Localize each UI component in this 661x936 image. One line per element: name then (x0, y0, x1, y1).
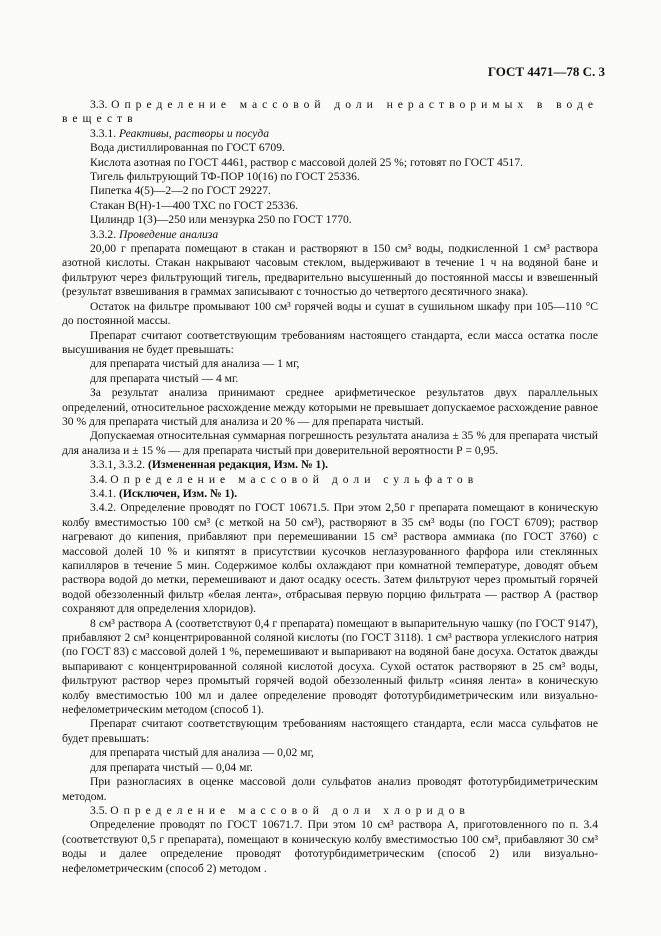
list-item: для препарата чистый — 4 мг. (90, 371, 239, 385)
paragraph: Препарат считают соответствующим требованиям настоящего стандарта, если масса остатка после высушивания не будет превышать: (62, 328, 598, 356)
subsection-title: Реактивы, растворы и посуда (119, 126, 270, 140)
paragraph: 20,00 г препарата помещают в стакан и растворяют в 150 см³ воды, подкисленной 1 см³ раствора азотной кислоты. Стакан накрывают часовым стеклом, выдерживают в течение 1 ч на водяной бане и фильтруют через фильтрующий тигель, предварительно высушенный до постоянной массы и взвешенный (результат взвешивания в граммах записывают с точностью до четвертого десятичного знака). (62, 242, 598, 299)
amendment-text: (Измененная редакция, Изм. № 1). (147, 458, 329, 472)
section-title: Определение массовой доли нерастворимых в воде веществ (62, 98, 598, 126)
page-header: ГОСТ 4471—78 С. 3 (487, 64, 605, 79)
document-body (62, 98, 598, 876)
subsection-heading-3-3-2 (62, 228, 598, 242)
section-number: 3.4. (90, 472, 108, 486)
amendment-number: 3.4.1. (90, 486, 117, 500)
amendment-note (62, 458, 598, 472)
paragraph: Препарат считают соответствующим требованиям настоящего стандарта, если масса сульфатов не будет превышать: (62, 717, 598, 745)
section-title: Определение массовой доли хлоридов (110, 803, 470, 817)
amendment-text: (Исключен, Изм. № 1). (119, 486, 238, 500)
paragraph: За результат анализа принимают среднее арифметическое результатов двух параллельных определений, относительное расхождение между которыми не превышает допускаемое расхождение равное 30 % для препарата чистый для анализа и 20 % — для препарата чистый. (62, 386, 598, 428)
subsection-title: Проведение анализа (119, 227, 219, 241)
section-title: Определение массовой доли сульфатов (110, 472, 479, 486)
section-number: 3.5. (90, 803, 108, 817)
amendment-note (62, 487, 598, 501)
paragraph: Допускаемая относительная суммарная погрешность результата анализа ± 35 % для препарата чистый для анализа и ± 15 % — для препарата чистый при доверительной вероятности Р = 0,95. (62, 429, 598, 457)
paragraph: Определение проводят по ГОСТ 10671.7. При этом 10 см³ раствора А, приготовленного по п. 3.4 (соответствуют 0,5 г препарата), помещают в коническую колбу вместимостью 100 см³, прибавляют 30 см³ воды и далее определение проводят фототурбидиметрическим (способ 2) или визуально-нефелометрическим (способ 2) методом . (62, 818, 598, 875)
reagent-line: Стакан В(Н)-1—400 ТХС по ГОСТ 25336. (90, 198, 299, 212)
paragraph: 3.4.2. Определение проводят по ГОСТ 10671.5. При этом 2,50 г препарата помещают в коническую колбу вместимостью 100 см³ (с меткой на 50 см³), растворяют в 35 см³ воды (по ГОСТ 6709); раствор нагревают до кипения, прибавляют при перемешивании 15 см³ раствора аммиака (по ГОСТ 3760) с массовой долей 10 % и кипятят в присутствии кусочков неглазурованного фарфора или стеклянных капилляров в течение 5 мин. Содержимое колбы охлаждают при комнатной температуре, доводят объем раствора водой до метки, перемешивают и дают осадку осесть. Затем фильтруют через промытый горячей водой обеззоленный фильтр «белая лента», отбрасывая первую порцию фильтрата — раствор А (раствор сохраняют для определения хлоридов). (62, 501, 598, 616)
section-number: 3.3. (90, 98, 108, 111)
section-heading-3-3 (62, 98, 598, 127)
section-heading-3-4 (62, 473, 598, 487)
list-item: для препарата чистый — 0,04 мг. (90, 760, 253, 774)
list-item: для препарата чистый для анализа — 1 мг, (90, 357, 300, 371)
subsection-heading-3-3-1 (62, 127, 598, 141)
subsection-number: 3.3.1. (90, 126, 117, 140)
amendment-number: 3.3.1, 3.3.2. (90, 458, 146, 472)
paragraph: 8 см³ раствора А (соответствуют 0,4 г препарата) помещают в выпарительную чашку (по ГОСТ 9147), прибавляют 2 см³ концентрированной соляной кислоты (по ГОСТ 3118). 1 см³ раствора углекислого натрия (по ГОСТ 83) с массовой долей 1 %, перемешивают и выпаривают на водяной бане досуха. Остаток дважды выпаривают с концентрированной соляной кислотой досуха. Сухой остаток растворяют в 25 см³ воды, фильтруют раствор через промытый горячей водой обеззоленный фильтр «синяя лента» в коническую колбу вместимостью 100 мл и далее определение проводят фототурбидиметрическим или визуально-нефелометрическим методом (способ 1). (62, 616, 598, 717)
reagent-line: Пипетка 4(5)—2—2 по ГОСТ 29227. (90, 184, 271, 198)
paragraph: Остаток на фильтре промывают 100 см³ горячей воды и сушат в сушильном шкафу при 105—110 °С до постоянной массы. (62, 299, 598, 328)
subsection-number: 3.3.2. (90, 227, 117, 241)
reagent-line: Тигель фильтрующий ТФ-ПОР 10(16) по ГОСТ 25336. (90, 170, 360, 184)
reagent-line: Вода дистиллированная по ГОСТ 6709. (90, 141, 285, 155)
reagent-line: Кислота азотная по ГОСТ 4461, раствор с массовой долей 25 %; готовят по ГОСТ 4517. (90, 155, 524, 169)
paragraph: При разногласиях в оценке массовой доли сульфатов анализ проводят фототурбидиметрическим методом. (62, 775, 598, 803)
reagent-line: Цилиндр 1(3)—250 или мензурка 250 по ГОСТ 1770. (90, 213, 352, 227)
list-item: для препарата чистый для анализа — 0,02 мг, (90, 746, 314, 760)
section-heading-3-5 (62, 804, 598, 818)
